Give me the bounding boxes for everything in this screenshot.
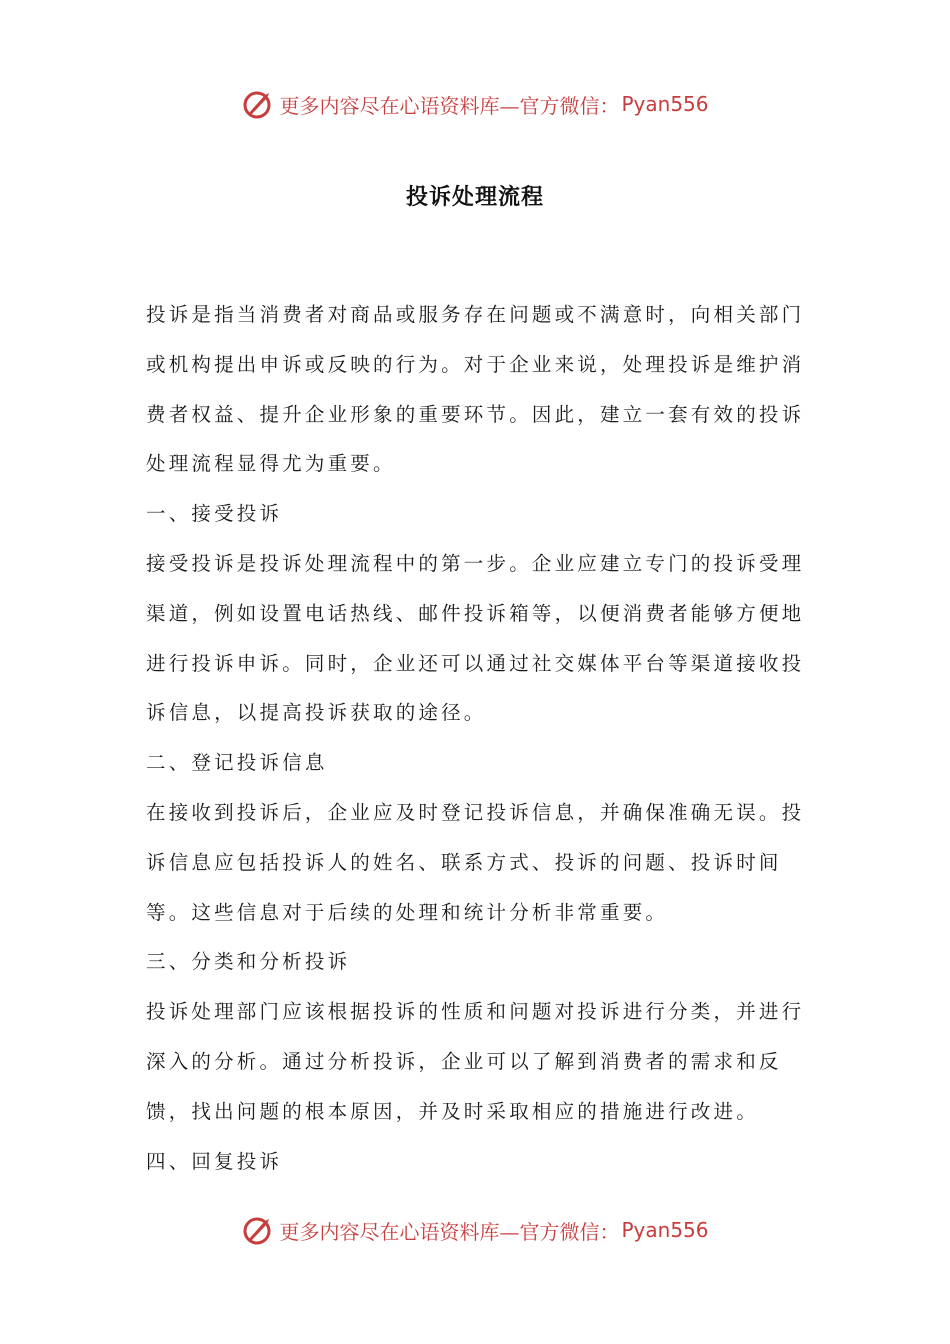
- section-heading: 三、分类和分析投诉: [146, 950, 351, 974]
- pen-logo-icon: [241, 1213, 275, 1247]
- watermark-wechat-id: Pyan556: [621, 1218, 709, 1242]
- watermark-wechat-id: Pyan556: [621, 92, 709, 116]
- section-paragraph: 在接收到投诉后，企业应及时登记投诉信息，并确保准确无误。投诉信息应包括投诉人的姓名、联系方式、投诉的问题、投诉时间等。这些信息对于后续的处理和统计分析非常重要。: [146, 800, 805, 924]
- watermark-banner-top: [0, 84, 950, 124]
- watermark-text: 更多内容尽在心语资料库—官方微信：: [279, 1219, 620, 1244]
- section-heading: 四、回复投诉: [146, 1149, 283, 1173]
- section-paragraph: 接受投诉是投诉处理流程中的第一步。企业应建立专门的投诉受理渠道，例如设置电话热线、邮件投诉箱等，以便消费者能够方便地进行投诉申诉。同时，企业还可以通过社交媒体平台等渠道接收投诉信息，以提高投诉获取的途径。: [146, 551, 805, 725]
- watermark-banner-bottom: [0, 1210, 950, 1250]
- document-title: 投诉处理流程: [405, 184, 544, 210]
- section-heading: 二、登记投诉信息: [146, 751, 328, 775]
- pen-logo-icon: [241, 87, 275, 121]
- intro-paragraph: 投诉是指当消费者对商品或服务存在问题或不满意时，向相关部门或机构提出申诉或反映的行为。对于企业来说，处理投诉是维护消费者权益、提升企业形象的重要环节。因此，建立一套有效的投诉处理流程显得尤为重要。: [146, 303, 805, 476]
- section-heading: 一、接受投诉: [146, 502, 283, 526]
- document-body: [146, 290, 810, 1186]
- watermark-text: 更多内容尽在心语资料库—官方微信：: [279, 93, 620, 118]
- section-paragraph: 投诉处理部门应该根据投诉的性质和问题对投诉进行分类，并进行深入的分析。通过分析投诉，企业可以了解到消费者的需求和反馈，找出问题的根本原因，并及时采取相应的措施进行改进。: [146, 1000, 805, 1123]
